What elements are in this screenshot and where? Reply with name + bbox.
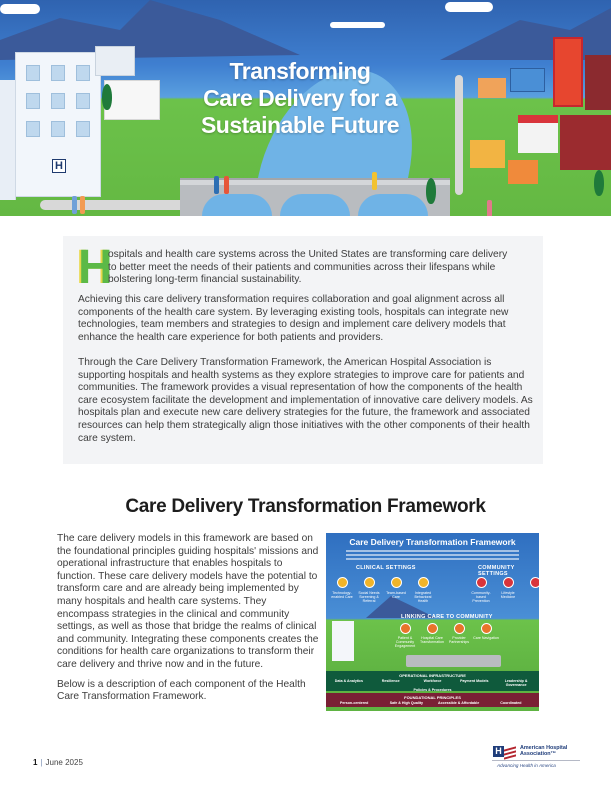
town-building [470, 140, 505, 168]
intro-line: to better meet the needs of their patients and communities across their lifespans while [108, 261, 496, 273]
footer-separator: | [40, 758, 43, 767]
intro-callout [63, 236, 543, 464]
framework-figure [326, 533, 539, 711]
town-building [478, 78, 506, 98]
person-figure [487, 200, 492, 216]
town-building [518, 115, 558, 153]
section-body [57, 533, 319, 704]
clinical-item-label: Integrated Behavioral Health [414, 591, 432, 603]
framework-subtitle-text [346, 554, 519, 556]
intro-paragraph-1 [78, 241, 533, 294]
tree-illustration [102, 84, 112, 110]
community-icon [530, 577, 539, 588]
social-needs-icon [364, 577, 375, 588]
behavioral-health-icon [418, 577, 429, 588]
framework-bridge [406, 655, 501, 667]
cloud-decoration [0, 4, 40, 14]
operational-infrastructure-band [326, 671, 539, 691]
operational-item: Resilience [381, 679, 400, 683]
section-paragraph-2: Below is a description of each component of the Health Care Transformation Framework. [57, 678, 306, 703]
aha-name-line: Association™ [520, 751, 556, 757]
foundational-item: Coordinated [500, 701, 522, 705]
bridge-illustration [180, 185, 450, 216]
lifestyle-medicine-icon [503, 577, 514, 588]
town-building [510, 68, 545, 92]
linking-item-label: Provider Partnerships [448, 636, 470, 644]
person-figure [80, 196, 85, 214]
partnerships-icon [454, 623, 465, 634]
person-figure [372, 172, 377, 190]
person-figure [72, 196, 77, 214]
foundational-item: Safe & High Quality [389, 701, 424, 705]
foundational-item: Person-centered [339, 701, 369, 705]
framework-subtitle-text [346, 558, 519, 560]
aha-tagline: Advancing Health in America [497, 763, 556, 768]
cloud-decoration [445, 2, 493, 12]
operational-item: Payment Models [460, 679, 489, 683]
annex-building [95, 46, 135, 76]
operational-item: Data & Analytics [334, 679, 364, 683]
walking-path [40, 200, 190, 210]
framework-hospital [332, 621, 354, 661]
tree-illustration [594, 170, 604, 196]
person-figure [214, 176, 219, 194]
hero-title-line: Transforming [229, 58, 371, 84]
town-building [553, 37, 583, 107]
hero-title-line: Care Delivery for a [203, 85, 397, 111]
aha-name [520, 745, 567, 757]
framework-title: Care Delivery Transformation Framework [349, 537, 516, 547]
town-building [585, 55, 611, 110]
hero-title-line: Sustainable Future [200, 112, 400, 138]
town-building [508, 160, 538, 184]
hospital-transformation-icon [427, 623, 438, 634]
intro-line: bolstering long-term financial sustainability. [108, 274, 302, 286]
linking-care-heading: LINKING CARE TO COMMUNITY [401, 614, 493, 620]
logo-divider [492, 760, 580, 761]
operational-heading: OPERATIONAL INFRASTRUCTURE [399, 673, 466, 678]
hero-banner [0, 0, 611, 216]
foundational-item: Accessible & Affordable [438, 701, 480, 705]
person-figure [224, 176, 229, 194]
operational-item: Workforce [423, 679, 442, 683]
clinical-item-label: Technology-enabled Care [331, 591, 353, 599]
operational-item: Policies & Procedures [413, 688, 452, 692]
section-paragraph-1: The care delivery models in this framework are based on the foundational principles guiding hospitals' missions and operational infrastructure that enables hospitals to function. These care delivery models have the potential to transform care and are already being implemented by many hospitals and health care systems. They encompass strategies in the clinical and community settings, as well as those that bridge the realms of clinical and community. Integrating these components creates the conditions for health care organizations to transform their care delivery and thrive now and in the future. [57, 533, 319, 670]
page-number: 1 [33, 758, 38, 767]
navigation-icon [481, 623, 492, 634]
aha-h-icon: H [493, 746, 504, 757]
technology-care-icon [337, 577, 348, 588]
community-item-label: Lifestyle Medicine [500, 591, 516, 599]
linking-item-label: Patient & Community Engagement [394, 636, 416, 648]
framework-subtitle-text [346, 550, 519, 552]
engagement-icon [400, 623, 411, 634]
foundational-heading: FOUNDATIONAL PRINCIPLES [404, 695, 461, 700]
linking-item-label: Hospital Care Transformation [419, 636, 445, 644]
team-care-icon [391, 577, 402, 588]
drop-cap: H [78, 241, 113, 294]
clinical-settings-heading: CLINICAL SETTINGS [356, 565, 416, 571]
intro-line: ospitals and health care systems across the United States are transforming care delivery [108, 249, 508, 260]
section-title: Care Delivery Transformation Framework [125, 496, 486, 517]
hospital-building-illustration [15, 52, 101, 197]
tree-illustration [426, 178, 436, 204]
linking-item-label: Care Navigation [473, 636, 499, 640]
hospital-sign-icon: H [52, 159, 66, 173]
walking-path [455, 75, 463, 195]
operational-item: Leadership & Governance [504, 679, 528, 687]
intro-paragraph-2: Achieving this care delivery transformation requires collaboration and goal alignment across all components of the health care system. By leveraging existing tools, hospitals can integrate new technologies, team members and strategies to design and implement care delivery models that enhance the health care experience for both patients and providers. [78, 294, 509, 343]
prevention-icon [476, 577, 487, 588]
flag-stripe-icon [504, 754, 516, 759]
cloud-decoration [330, 22, 385, 28]
page-footer [33, 758, 83, 767]
community-item-label: Community-based Prevention [471, 591, 491, 603]
hero-title [150, 58, 450, 139]
town-building [560, 115, 611, 170]
publication-date: June 2025 [45, 758, 83, 767]
hospital-wing [0, 80, 16, 200]
community-settings-heading: COMMUNITY SETTINGS [478, 565, 515, 577]
foundational-principles-band [326, 693, 539, 707]
aha-logo [490, 745, 585, 780]
aha-name-line: American Hospital [520, 745, 568, 751]
intro-paragraph-3: Through the Care Delivery Transformation Framework, the American Hospital Association is supporting hospitals and health systems as they explore strategies to improve care for patients and communities. The framework provides a visual representation of how the components of the health care ecosystem facilitate the development and implementation of innovative care delivery models. As hospitals plan and execute new care delivery strategies for the future, the framework and associated resources can help them strategically align those initiatives with the other components of their health care system. [78, 357, 533, 444]
clinical-item-label: Team-based Care [386, 591, 406, 599]
clinical-item-label: Social Needs Screening & Referral [358, 591, 380, 603]
